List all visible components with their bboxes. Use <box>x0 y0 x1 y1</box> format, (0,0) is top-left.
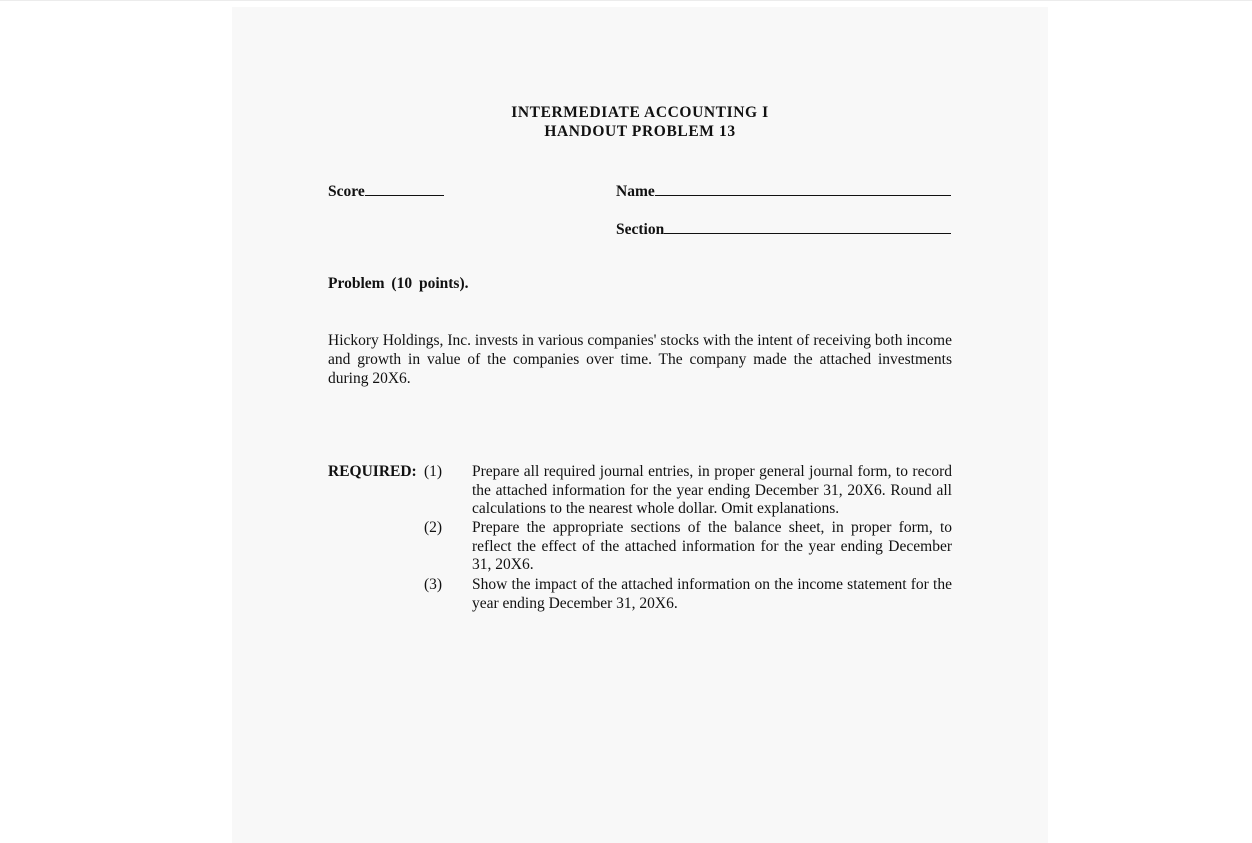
score-blank-line <box>365 180 444 196</box>
problem-intro: Hickory Holdings, Inc. invests in various companies' stocks with the intent of receiving both income and growth in value of the companies over time. The company made the attached investments during 20X6. <box>328 332 952 387</box>
name-label: Name <box>616 183 655 200</box>
title-line-1: INTERMEDIATE ACCOUNTING I <box>511 104 769 121</box>
section-blank-line <box>664 218 951 234</box>
title-line-2: HANDOUT PROBLEM 13 <box>544 123 736 140</box>
section-label: Section <box>616 221 665 238</box>
score-field <box>328 180 444 201</box>
required-number-1: (1) <box>424 463 443 480</box>
required-number-3: (3) <box>424 576 443 593</box>
section-field <box>616 218 951 239</box>
problem-heading: Problem (10 points). <box>328 275 469 292</box>
required-item-1: Prepare all required journal entries, in proper general journal form, to record the attached information for the year ending December 31, 20X6. Round all calculations to the nearest whole dollar. Omit explanations. <box>472 463 952 518</box>
name-field <box>616 180 951 201</box>
required-item-2: Prepare the appropriate sections of the balance sheet, in proper form, to reflect the effect of the attached information for the year ending December 31, 20X6. <box>472 519 952 574</box>
required-label: REQUIRED: <box>328 463 417 480</box>
required-block <box>328 463 417 481</box>
required-number-2: (2) <box>424 519 443 536</box>
name-blank-line <box>655 180 951 196</box>
document-page <box>232 7 1048 843</box>
required-item-3: Show the impact of the attached information on the income statement for the year ending December 31, 20X6. <box>472 576 952 612</box>
score-label: Score <box>328 183 365 200</box>
